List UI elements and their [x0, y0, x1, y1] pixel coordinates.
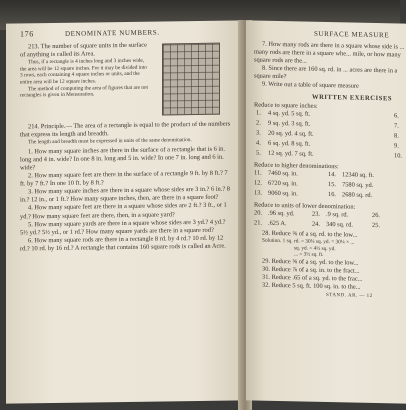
question-1: 1. How many square inches are there in the surface of a rectangle that is 6 in. long and 4 in. wide? In one 8 in. long and 5 in. wide? In one 7 in. long and 6 in. wide? [20, 145, 225, 172]
note-213-b: The method of computing the area of figures that are not rectangles is given in Mensuration. [20, 84, 149, 99]
note-213-a: Thus, if a rectangle is 4 inches long and 3 inches wide, the area will be 12 square inches. For it may be divided into 3 rows, each containing 4 square inches or units, and the entire area will be 12 square inches. [20, 57, 147, 86]
running-head-right: SURFACE MEASURE [314, 29, 390, 40]
reduce-sq-in-heading: Reduce to square inches: [254, 101, 318, 110]
reduce-lower-heading: Reduce to units of lower denomination: [254, 201, 356, 211]
right-page [246, 20, 406, 403]
exercise-row: 21. .625 A. 24. 340 sq. rd. 25. [254, 219, 380, 229]
exercise-row: 13. 9060 sq. in. 16. 2680 sq. rd. [254, 189, 373, 199]
reduce-higher-heading: Reduce to higher denominations: [254, 161, 339, 170]
paragraph-213: 213. The number of square units in the surface of anything is called its Area. [20, 41, 147, 59]
exercise-row: 12. 6720 sq. in. 15. 7580 sq. yd. [254, 179, 374, 189]
question-28: 28. Reduce ⅝ of a sq. rd. to the low... [262, 229, 358, 239]
question-30: 30. Reduce ⅞ of a sq. in. to the fract... [262, 265, 360, 275]
question-3: 3. How many square inches are there in a square whose sides are 3 in.? 6 in.? 8 in.? 12 in., or 1 ft.? How many square inches, then, are there in a square foot? [20, 185, 230, 204]
question-7: 7. How many rods are there in a square whose side is ... many rods are there in a square whe... mile, or how many square rods are the... [254, 40, 405, 65]
written-exercises-heading: WRITTEN EXERCISES [312, 93, 393, 102]
question-9: 9. Write out a table of square measure [262, 81, 359, 91]
exercise-row: 3. 20 sq. yd. 4 sq. ft. 8. [256, 129, 399, 140]
note-214: The length and breadth must be expressed in units of the same denomination. [28, 137, 192, 146]
page-footer: STAND. AR. — 12 [326, 293, 373, 300]
exercise-row: 11. 7460 sq. in. 14. 12340 sq. ft. [254, 169, 374, 179]
exercise-row: 1. 4 sq. yd. 5 sq. ft. 6. [256, 109, 399, 120]
solution-line-2: sq. yd. = 4½ sq. yd. [294, 244, 336, 252]
solution-line-3: ... = 3½ sq. ft. [294, 251, 324, 259]
solution-line-1: Solution. 1 sq. rd. = 30¼ sq. yd. = 30¼ × ... [262, 237, 355, 246]
square-grid-figure [162, 43, 220, 116]
question-31: 31. Reduce .65 of a sq. yd. to the frac... [262, 273, 363, 283]
question-4: 4. How many square feet are there in a square whose sides are 2 ft.? 3 ft., or 1 yd.? How many square feet are there, then, in a square yard? [20, 202, 227, 220]
page-number: 176 [20, 29, 34, 39]
section-213 [20, 40, 234, 119]
exercise-row: 20. .96 sq. yd. 23. .9 sq. rd. 26. [254, 209, 380, 219]
question-2: 2. How many square feet are there in the surface of a rectangle 9 ft. by 8 ft.? 7 ft. by 7 ft.? In one 10 ft. by 8 ft.? [20, 169, 228, 188]
running-head-left: DENOMINATE NUMBERS. [65, 28, 160, 38]
exercise-row: 5. 12 sq. yd. 7 sq. ft. 10. [256, 149, 402, 160]
question-6: 6. How many square rods are there in a rectangle 8 rd. by 4 rd.? 10 rd. by 12 rd.? 10 rd. by 16 rd.? A rectangle that contains 160 square rods is called an Acre. [20, 234, 226, 253]
paragraph-214: 214. Principle.— The area of a rectangle is equal to the product of the numbers that express its length and breadth. [20, 120, 231, 139]
exercise-row: 4. 6 sq. yd. 8 sq. ft. 9. [256, 139, 399, 150]
question-32: 32. Reduce 5 sq. ft. 100 sq. in. to the... [262, 281, 361, 291]
question-8: 8. Since there are 160 sq. rd. in ... acres are there in a square mile? [254, 64, 398, 81]
question-5: 5. How many square yards are there in a square whose sides are 3 yd.? 4 yd.? 5½ yd.? 5½ yd., or 1 rd.? How many square yards are there in a square rod? [20, 218, 226, 237]
exercise-row: 2. 9 sq. yd. 3 sq. ft. 7. [256, 119, 399, 130]
question-29: 29. Reduce ⅝ of a sq. yd. to the low... [262, 257, 359, 267]
left-page [6, 20, 244, 403]
